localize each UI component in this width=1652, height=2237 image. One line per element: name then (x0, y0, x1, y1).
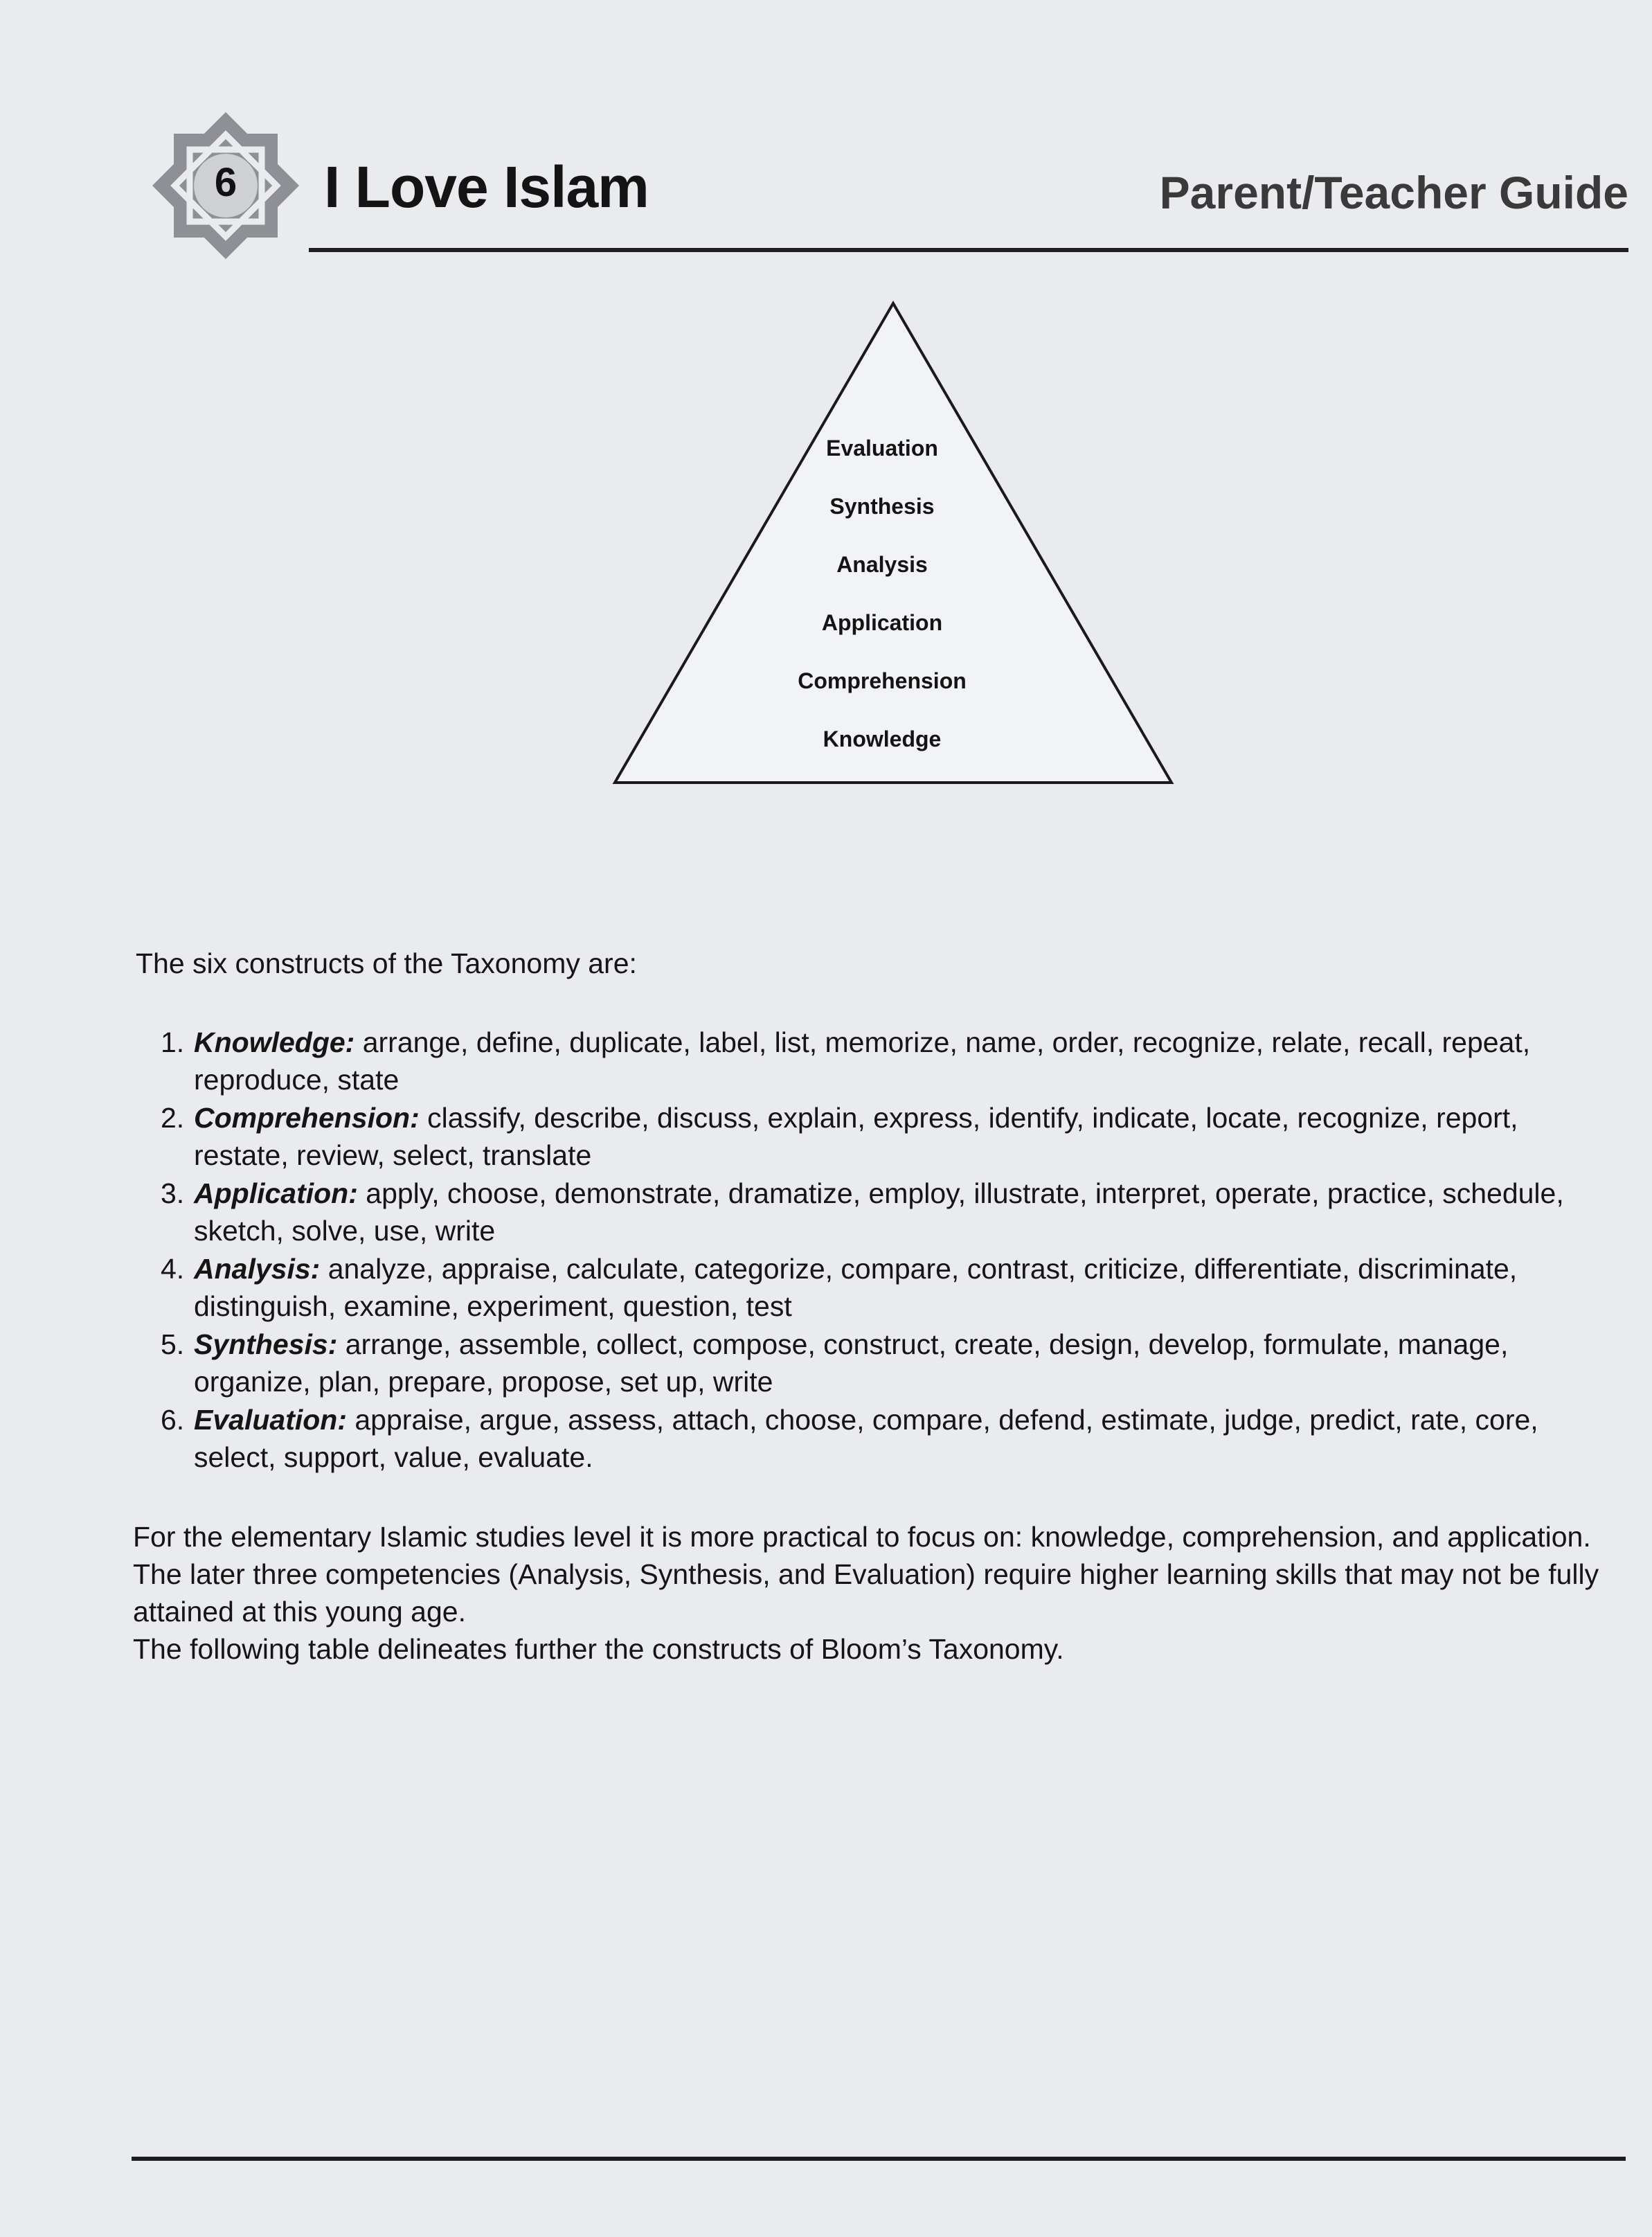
pyramid-level-evaluation: Evaluation (826, 436, 938, 461)
pyramid-level-synthesis: Synthesis (829, 494, 935, 519)
construct-term: Knowledge: (194, 1026, 355, 1058)
list-item: 2. Comprehension: classify, describe, discuss, explain, express, identify, indicate, locate, recognize, report, restate, review, select, translate (161, 1102, 1518, 1171)
constructs-list (161, 1024, 1615, 1477)
pyramid-level-knowledge: Knowledge (823, 727, 942, 751)
pyramid-outline (615, 303, 1171, 783)
construct-term: Comprehension: (194, 1102, 420, 1134)
pyramid-level-application: Application (821, 610, 943, 635)
footer-rule (132, 2157, 1626, 2161)
list-item: 1. Knowledge: arrange, define, duplicate, label, list, memorize, name, order, recognize, relate, recall, repeat, reproduce, state (161, 1026, 1531, 1096)
list-item: 6. Evaluation: appraise, argue, assess, attach, choose, compare, defend, estimate, judge, predict, rate, core, select, support, value, evaluate. (161, 1404, 1538, 1473)
list-item: 4. Analysis: analyze, appraise, calculate, categorize, compare, contrast, criticize, differentiate, discriminate, distinguish, examine, experiment, question, test (161, 1253, 1518, 1322)
closing-text-1: For the elementary Islamic studies level it is more practical to focus on: knowledge, comprehension, and application. The later three competencies (Analysis, Synthesis, and Evaluation) require higher learning skills that may not be fully attained at this young age. (133, 1521, 1599, 1628)
header-rule (309, 248, 1628, 252)
constructs-intro: The six constructs of the Taxonomy are: (136, 947, 637, 979)
construct-term: Application: (194, 1177, 358, 1209)
guide-label: Parent/Teacher Guide (1159, 167, 1628, 218)
construct-verbs: classify, describe, discuss, explain, express, identify, indicate, locate, recognize, report, restate, review, select, translate (194, 1102, 1518, 1171)
pyramid-level-comprehension: Comprehension (798, 668, 967, 693)
construct-verbs: appraise, argue, assess, attach, choose, compare, defend, estimate, judge, predict, rate, core, select, support, value, evaluate. (194, 1404, 1538, 1473)
pyramid-level-analysis: Analysis (836, 552, 928, 577)
construct-verbs: arrange, define, duplicate, label, list, memorize, name, order, recognize, relate, recall, repeat, reproduce, state (194, 1026, 1531, 1096)
list-item: 5. Synthesis: arrange, assemble, collect, compose, construct, create, design, develop, formulate, manage, organize, plan, prepare, propose, set up, write (161, 1328, 1509, 1398)
page-number: 6 (214, 160, 237, 205)
construct-verbs: apply, choose, demonstrate, dramatize, employ, illustrate, interpret, operate, practice, schedule, sketch, solve, use, write (194, 1177, 1564, 1247)
page-title: I Love Islam (324, 154, 649, 220)
construct-term: Synthesis: (194, 1328, 338, 1360)
construct-verbs: arrange, assemble, collect, compose, construct, create, design, develop, formulate, manage, organize, plan, prepare, propose, set up, write (194, 1328, 1509, 1398)
construct-term: Analysis: (194, 1253, 321, 1285)
closing-text-2: The following table delineates further the constructs of Bloom’s Taxonomy. (133, 1633, 1064, 1665)
list-item: 3. Application: apply, choose, demonstrate, dramatize, employ, illustrate, interpret, operate, practice, schedule, sketch, solve, use, write (161, 1177, 1564, 1247)
taxonomy-pyramid (609, 298, 1177, 796)
closing-paragraph (133, 1518, 1628, 1668)
construct-term: Evaluation: (194, 1404, 347, 1436)
construct-verbs: analyze, appraise, calculate, categorize, compare, contrast, criticize, differentiate, discriminate, distinguish, examine, experiment, question, test (194, 1253, 1518, 1322)
